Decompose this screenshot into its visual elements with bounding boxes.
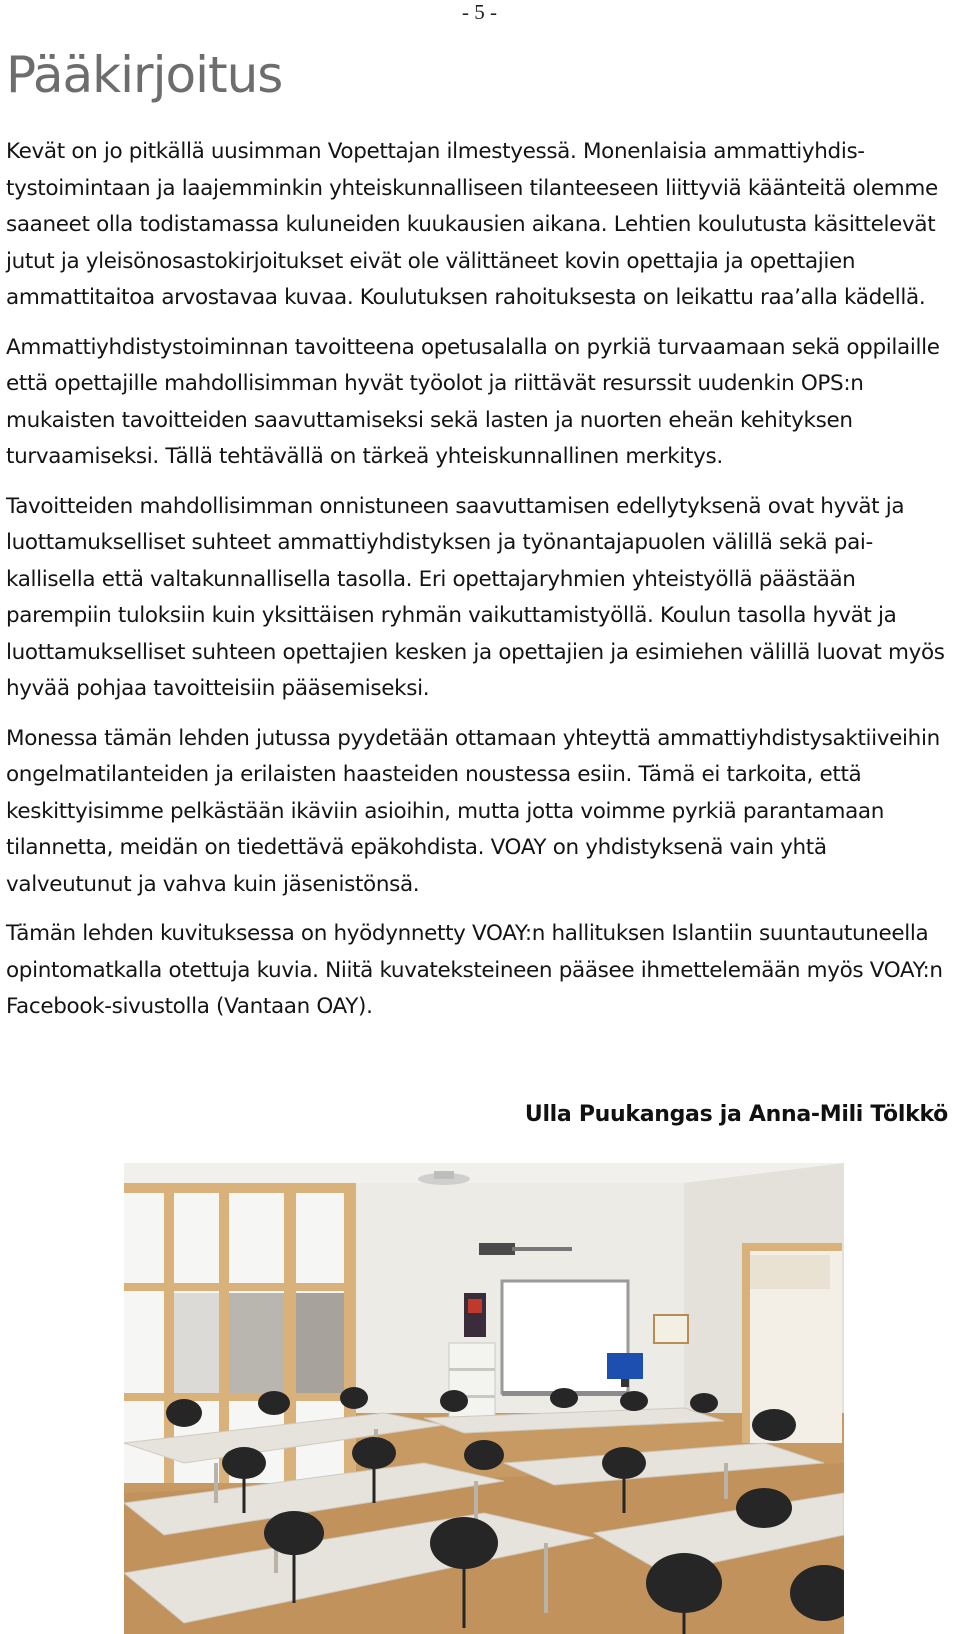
author-signature: Ulla Puukangas ja Anna-Mili Tölkkö — [524, 1102, 948, 1127]
paragraph-1: Kevät on jo pitkällä uusimman Vopettajan ilmestyessä. Monenlaisia ammattiyhdistystoimintaan ja laajemminkin yhteiskunnalliseen tilanteeseen liittyviä käänteitä olemme saaneet olla todistamassa kuluneiden kuukausien aikana. Lehtien koulutusta käsittelevät jutut ja yleisönosastokirjoitukset eivät ole välittäneet kovin opettajia ja opettajien ammattitaitoa arvostavaa kuvaa. Koulutuksen rahoituksesta on leikattu raa’alla kädellä. — [6, 139, 938, 310]
paragraph-2: Ammattiyhdistystoiminnan tavoitteena opetusalalla on pyrkiä turvaamaan sekä oppilaille että opettajille mahdollisimman hyvät työolot ja riittävät resurssit uudenkin OPS:n mukaisten tavoitteiden saavuttamiseksi sekä lasten ja nuorten eheän kehityksen turvaamiseksi. Tällä tehtävällä on tärkeä yhteiskunnallinen merkitys. — [6, 334, 940, 469]
classroom-photo — [124, 1163, 844, 1634]
page-number: - 5 - — [462, 0, 497, 24]
article-body — [6, 134, 952, 1039]
paragraph-5: Tämän lehden kuvituksessa on hyödynnetty VOAY:n hallituksen Islantiin suuntautuneella opintomatkalla otettuja kuvia. Niitä kuvateksteineen pääsee ihmettelemään myös VOAY:n Facebook-sivustolla (Vantaan OAY). — [6, 921, 943, 1019]
classroom-illustration — [124, 1163, 844, 1634]
page-title: Pääkirjoitus — [6, 46, 283, 104]
paragraph-4: Monessa tämän lehden jutussa pyydetään ottamaan yhteyttä ammattiyhdistysaktiiveihin ongelmatilanteiden ja erilaisten haasteiden noustessa esiin. Tämä ei tarkoita, että keskittyisimme pelkästään ikäviin asioihin, mutta jotta voimme pyrkiä parantamaan tilannetta, meidän on tiedettävä epäkohdista. VOAY on yhdistyksenä vain yhtä valveutunut ja vahva kuin jäsenistönsä. — [6, 725, 940, 897]
paragraph-3: Tavoitteiden mahdollisimman onnistuneen saavuttamisen edellytyksenä ovat hyvät ja luottamukselliset suhteet ammattiyhdistyksen ja työnantajapuolen välillä sekä paikallisella että valtakunnallisella tasolla. Eri opettajaryhmien yhteistyöllä päästään parempiin tuloksiin kuin yksittäisen ryhmän vaikuttamistyöllä. Koulun tasolla hyvät ja luottamukselliset suhteen opettajien kesken ja opettajien ja esimiehen välillä luovat myös hyvää pohjaa tavoitteisiin pääsemiseksi. — [6, 493, 945, 701]
